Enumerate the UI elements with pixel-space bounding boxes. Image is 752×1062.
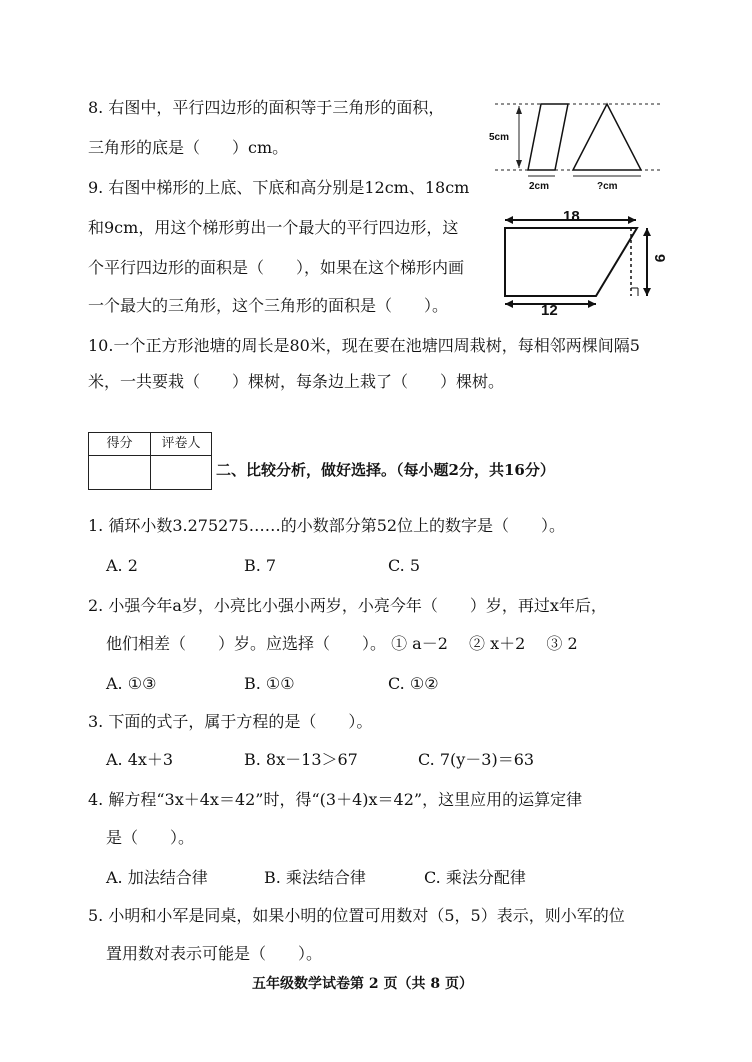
q10-line2: 米，一共要栽（ ）棵树，每条边上栽了（ ）棵树。 — [88, 372, 505, 391]
figure2-height-label: 9 — [651, 254, 668, 263]
q9-line4: 一个最大的三角形，这个三角形的面积是（ ）。 — [88, 296, 449, 315]
choice-q4-option-c: C. 乘法分配律 — [424, 868, 526, 887]
figure2-top-label: 18 — [563, 208, 580, 225]
choice-q4-option-b: B. 乘法结合律 — [264, 868, 366, 887]
choice-q1-option-c: C. 5 — [388, 556, 421, 575]
choice-q2-line1: 2. 小强今年a岁，小亮比小强小两岁，小亮今年（ ）岁，再过x年后， — [88, 596, 607, 615]
choice-q5-line2: 置用数对表示可能是（ ）。 — [106, 944, 323, 963]
score-table — [88, 432, 212, 490]
q8-line2: 三角形的底是（ ）cm。 — [88, 138, 289, 157]
figure-trapezoid — [495, 208, 670, 320]
choice-q4-option-a: A. 加法结合律 — [106, 868, 208, 887]
q8-line1: 8. 右图中，平行四边形的面积等于三角形的面积， — [88, 98, 445, 117]
trapezoid-shape — [505, 228, 637, 296]
q9-line2: 和9cm，用这个梯形剪出一个最大的平行四边形，这 — [88, 218, 459, 237]
figure1-height-label: 5cm — [489, 132, 510, 143]
choice-q2-option-a: A. ①③ — [106, 674, 157, 693]
figure2-bottom-label: 12 — [541, 302, 558, 319]
choice-q3: 3. 下面的式子，属于方程的是（ ）。 — [88, 712, 373, 731]
q9-line3: 个平行四边形的面积是（ ），如果在这个梯形内画 — [88, 258, 465, 277]
triangle-shape — [573, 104, 641, 170]
parallelogram-shape — [528, 104, 568, 170]
choice-q4-line1: 4. 解方程“3x＋4x＝42”时，得“(3＋4)x＝42”，这里应用的运算定律 — [88, 790, 583, 809]
page-footer: 五年级数学试卷第 2 页（共 8 页） — [252, 976, 473, 992]
choice-q3-option-b: B. 8x－13＞67 — [244, 750, 358, 769]
q9-line1: 9. 右图中梯形的上底、下底和高分别是12cm、18cm — [88, 178, 470, 197]
choice-q2-option-b: B. ①① — [244, 674, 295, 693]
choice-q3-option-a: A. 4x＋3 — [106, 750, 174, 769]
q10-line1: 10.一个正方形池塘的周长是80米，现在要在池塘四周栽树，每相邻两棵间隔5 — [88, 336, 640, 355]
figure1-base-label: 2cm — [529, 181, 550, 192]
choice-q2-line2: 他们相差（ ）岁。应选择（ ）。 ① a－2 ② x＋2 ③ 2 — [106, 634, 578, 653]
figure-parallelogram-triangle — [485, 94, 665, 194]
choice-q2-option-c: C. ①② — [388, 674, 439, 693]
section2-title: 二、比较分析，做好选择。（每小题2分，共16分） — [216, 461, 555, 479]
choice-q1: 1. 循环小数3.275275……的小数部分第52位上的数字是（ ）。 — [88, 516, 566, 535]
choice-q4-line2: 是（ ）。 — [106, 828, 195, 847]
choice-q5-line1: 5. 小明和小军是同桌，如果小明的位置可用数对（5，5）表示，则小军的位 — [88, 906, 625, 925]
score-header: 得分 — [106, 436, 133, 451]
choice-q1-option-a: A. 2 — [106, 556, 138, 575]
choice-q3-option-c: C. 7(y－3)＝63 — [418, 750, 535, 769]
grader-header: 评卷人 — [161, 436, 201, 451]
figure1-triangle-base-label: ?cm — [597, 181, 618, 192]
choice-q1-option-b: B. 7 — [244, 556, 277, 575]
